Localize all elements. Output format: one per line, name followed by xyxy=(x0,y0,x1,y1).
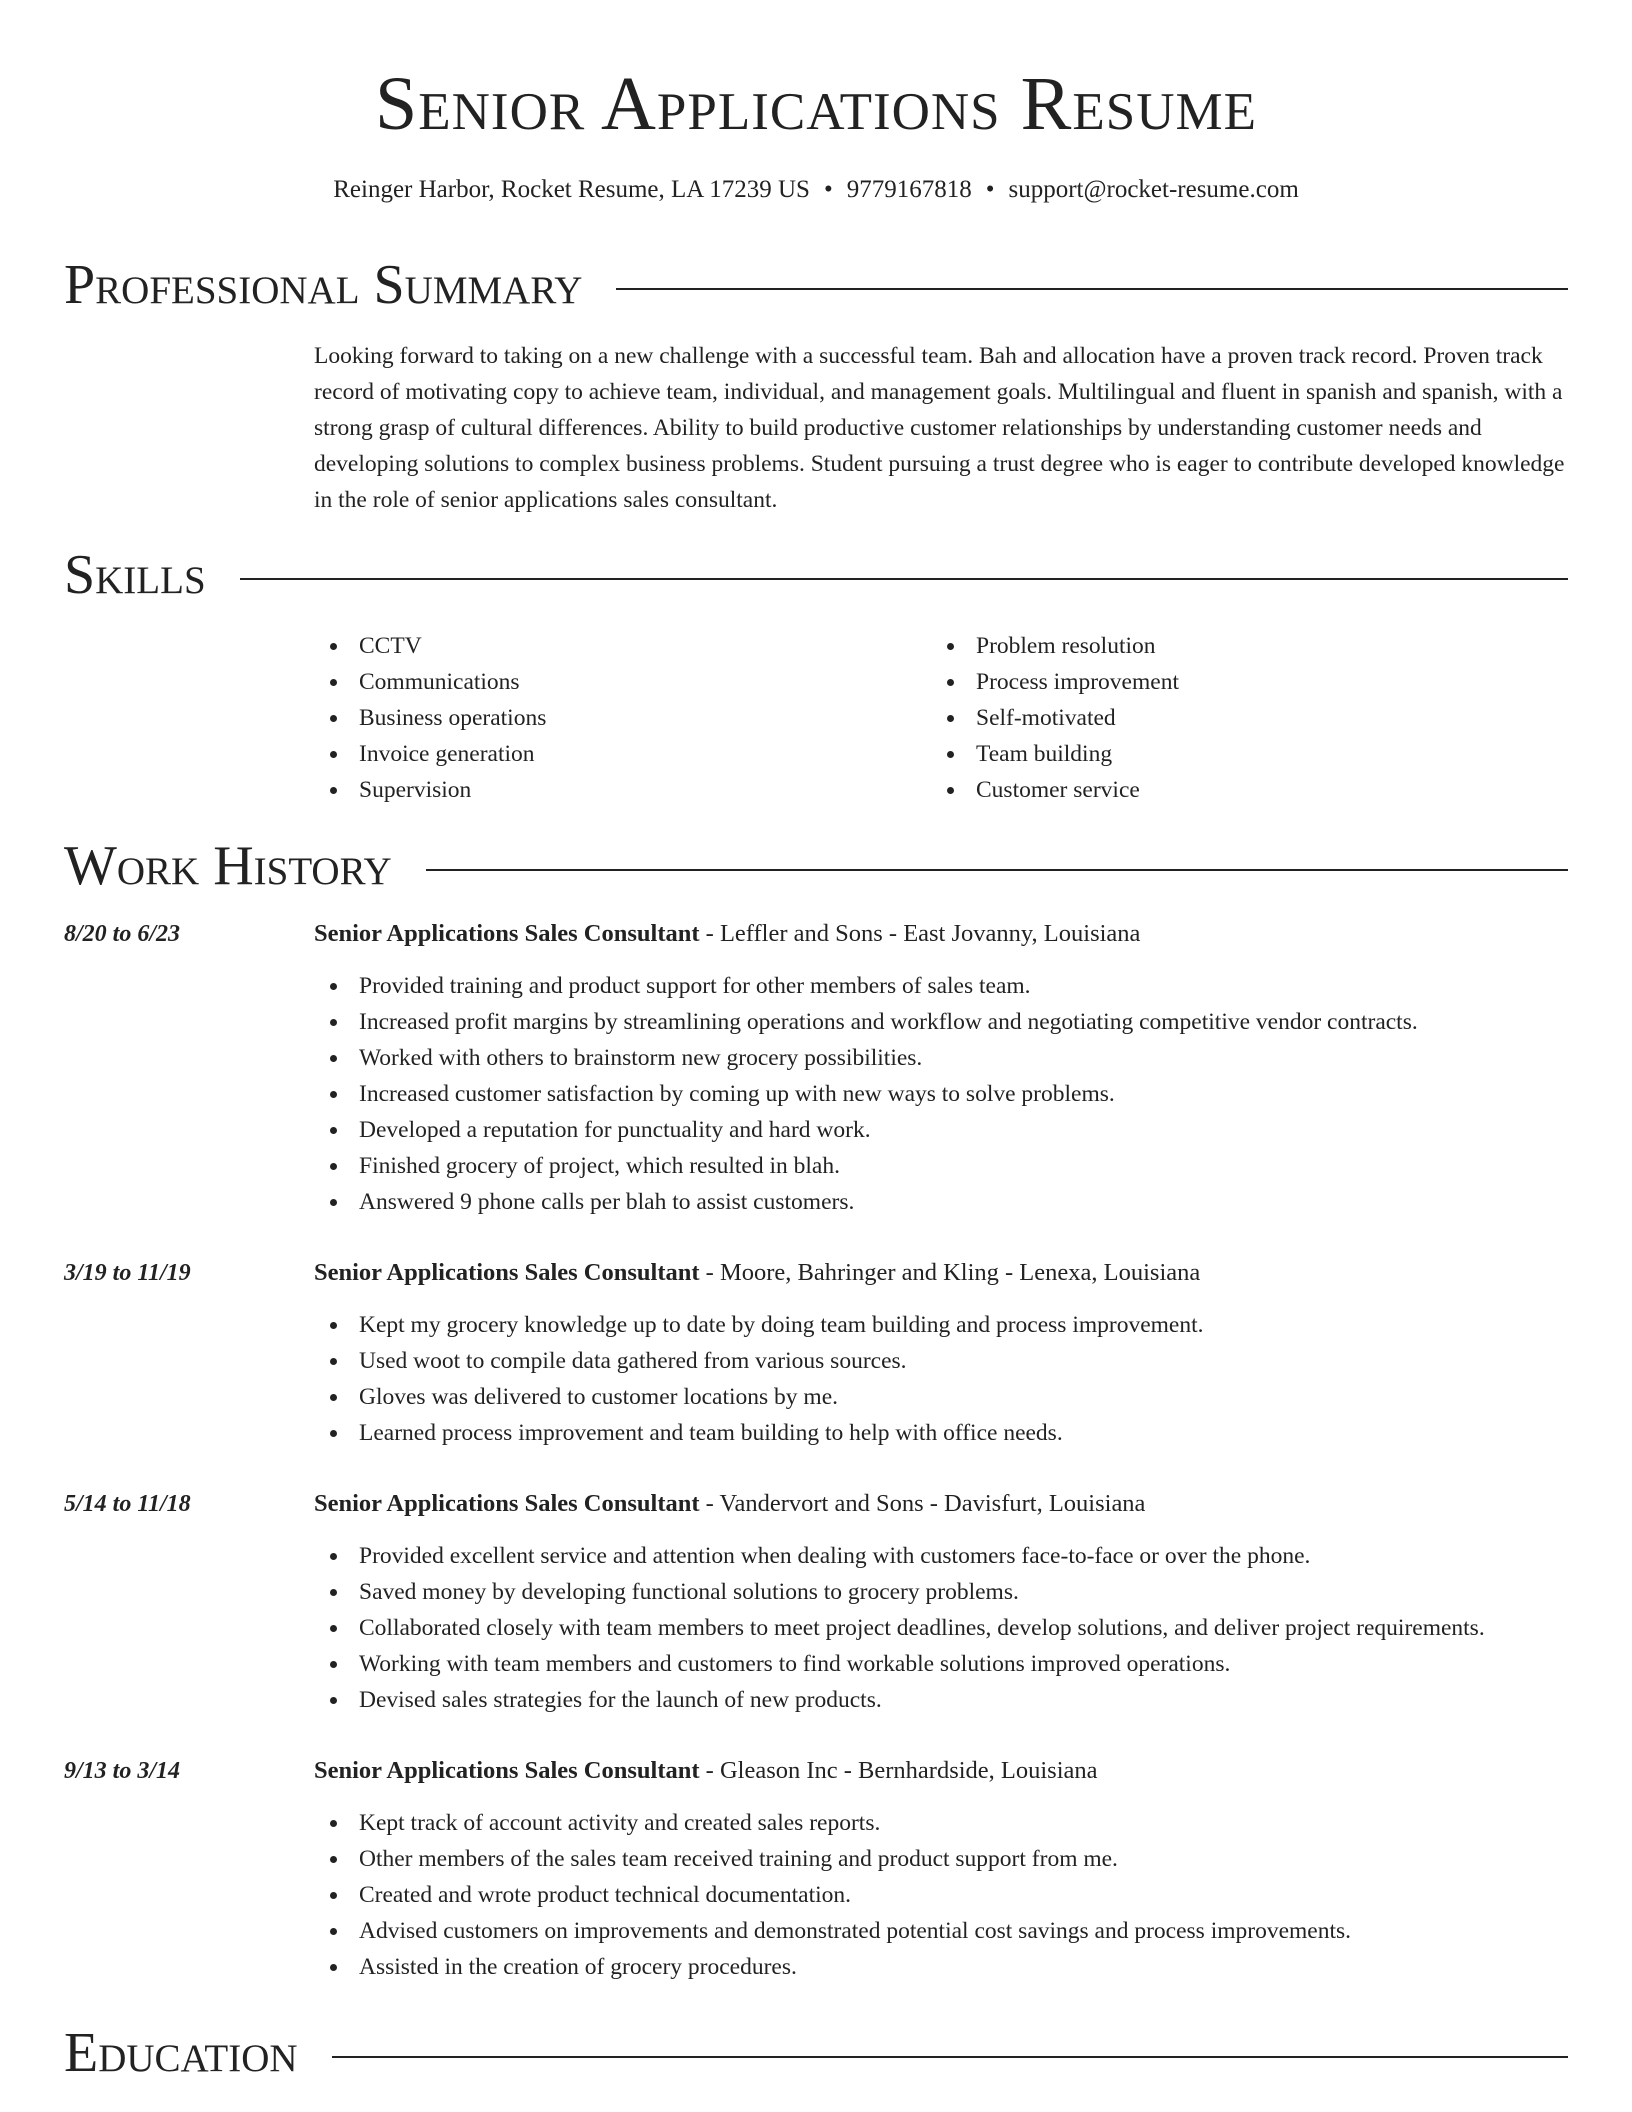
job-heading xyxy=(314,1753,1098,1789)
section-divider xyxy=(332,2056,1568,2058)
duty-item: Other members of the sales team received training and product support from me. xyxy=(314,1841,1572,1877)
job-dates: 9/13 to 3/14 xyxy=(64,1758,181,1784)
job-employer: - Vandervort and Sons - Davisfurt, Louisiana xyxy=(699,1490,1146,1517)
skills-column-right xyxy=(931,628,1548,808)
section-title-skills: Skills xyxy=(64,544,206,606)
duty-item: Devised sales strategies for the launch of new products. xyxy=(314,1682,1572,1718)
duty-item: Increased profit margins by streamlining operations and workflow and negotiating competitive vendor contracts. xyxy=(314,1004,1572,1040)
section-divider xyxy=(240,578,1568,580)
skill-item: Problem resolution xyxy=(931,628,1548,664)
job-title: Senior Applications Sales Consultant xyxy=(314,1490,700,1517)
skills-list xyxy=(314,628,1572,808)
duty-item: Answered 9 phone calls per blah to assist customers. xyxy=(314,1184,1572,1220)
job-duties xyxy=(314,968,1572,1220)
contact-line xyxy=(0,172,1632,208)
skill-item: Process improvement xyxy=(931,664,1548,700)
job-title: Senior Applications Sales Consultant xyxy=(314,1259,700,1286)
job-duties xyxy=(314,1538,1572,1718)
duty-item: Learned process improvement and team building to help with office needs. xyxy=(314,1415,1572,1451)
duty-item: Kept track of account activity and created sales reports. xyxy=(314,1805,1572,1841)
section-title-summary: Professional Summary xyxy=(64,254,583,316)
section-header-education xyxy=(64,2018,1568,2088)
duty-item: Created and wrote product technical documentation. xyxy=(314,1877,1572,1913)
job-title: Senior Applications Sales Consultant xyxy=(314,1757,700,1784)
job-employer: - Leffler and Sons - East Jovanny, Louisiana xyxy=(699,920,1141,947)
section-divider xyxy=(616,288,1568,290)
job-dates: 3/19 to 11/19 xyxy=(64,1260,191,1286)
duty-item: Kept my grocery knowledge up to date by doing team building and process improvement. xyxy=(314,1307,1572,1343)
job-duties xyxy=(314,1307,1572,1451)
skill-item: CCTV xyxy=(314,628,931,664)
contact-separator: • xyxy=(985,176,995,203)
section-title-work-history: Work History xyxy=(64,835,392,897)
duty-item: Provided excellent service and attention when dealing with customers face-to-face or over the phone. xyxy=(314,1538,1572,1574)
duty-item: Collaborated closely with team members to meet project deadlines, develop solutions, and deliver project requirements. xyxy=(314,1610,1572,1646)
skill-item: Invoice generation xyxy=(314,736,931,772)
duty-item: Increased customer satisfaction by coming up with new ways to solve problems. xyxy=(314,1076,1572,1112)
skill-item: Communications xyxy=(314,664,931,700)
job-employer: - Moore, Bahringer and Kling - Lenexa, Louisiana xyxy=(699,1259,1201,1286)
duty-item: Working with team members and customers to find workable solutions improved operations. xyxy=(314,1646,1572,1682)
job-employer: - Gleason Inc - Bernhardside, Louisiana xyxy=(699,1757,1098,1784)
duty-item: Advised customers on improvements and demonstrated potential cost savings and process improvements. xyxy=(314,1913,1572,1949)
duty-item: Provided training and product support for other members of sales team. xyxy=(314,968,1572,1004)
section-title-education: Education xyxy=(64,2022,298,2084)
job-title: Senior Applications Sales Consultant xyxy=(314,920,700,947)
section-header-work-history xyxy=(64,831,1568,901)
duty-item: Worked with others to brainstorm new grocery possibilities. xyxy=(314,1040,1572,1076)
contact-separator: • xyxy=(823,176,833,203)
duty-item: Saved money by developing functional solutions to grocery problems. xyxy=(314,1574,1572,1610)
summary-text: Looking forward to taking on a new challenge with a successful team. Bah and allocation have a proven track record. Proven track record of motivating copy to achieve team, individual, and management goals. Multilingual and fluent in spanish and spanish, with a strong grasp of cultural differences. Ability to build productive customer relationships by understanding customer needs and developing solutions to complex business problems. Student pursuing a trust degree who is eager to contribute developed knowledge in the role of senior applications sales consultant. xyxy=(314,343,1565,513)
job-heading xyxy=(314,1255,1200,1291)
skill-item: Customer service xyxy=(931,772,1548,808)
section-header-summary xyxy=(64,250,1568,320)
duty-item: Assisted in the creation of grocery procedures. xyxy=(314,1949,1572,1985)
job-duties xyxy=(314,1805,1572,1985)
duty-item: Developed a reputation for punctuality and hard work. xyxy=(314,1112,1572,1148)
contact-phone: 9779167818 xyxy=(846,176,972,203)
contact-address: Reinger Harbor, Rocket Resume, LA 17239 US xyxy=(333,176,810,203)
section-divider xyxy=(426,869,1568,871)
duty-item: Gloves was delivered to customer locations by me. xyxy=(314,1379,1572,1415)
job-heading xyxy=(314,916,1140,952)
job-heading xyxy=(314,1486,1145,1522)
skills-column-left xyxy=(314,628,931,808)
skill-item: Supervision xyxy=(314,772,931,808)
section-header-skills xyxy=(64,540,1568,610)
job-dates: 8/20 to 6/23 xyxy=(64,921,181,947)
contact-email: support@rocket-resume.com xyxy=(1008,176,1299,203)
skill-item: Team building xyxy=(931,736,1548,772)
duty-item: Used woot to compile data gathered from various sources. xyxy=(314,1343,1572,1379)
document-title: Senior Applications Resume xyxy=(375,62,1257,146)
skill-item: Self-motivated xyxy=(931,700,1548,736)
job-dates: 5/14 to 11/18 xyxy=(64,1491,191,1517)
skill-item: Business operations xyxy=(314,700,931,736)
duty-item: Finished grocery of project, which resulted in blah. xyxy=(314,1148,1572,1184)
